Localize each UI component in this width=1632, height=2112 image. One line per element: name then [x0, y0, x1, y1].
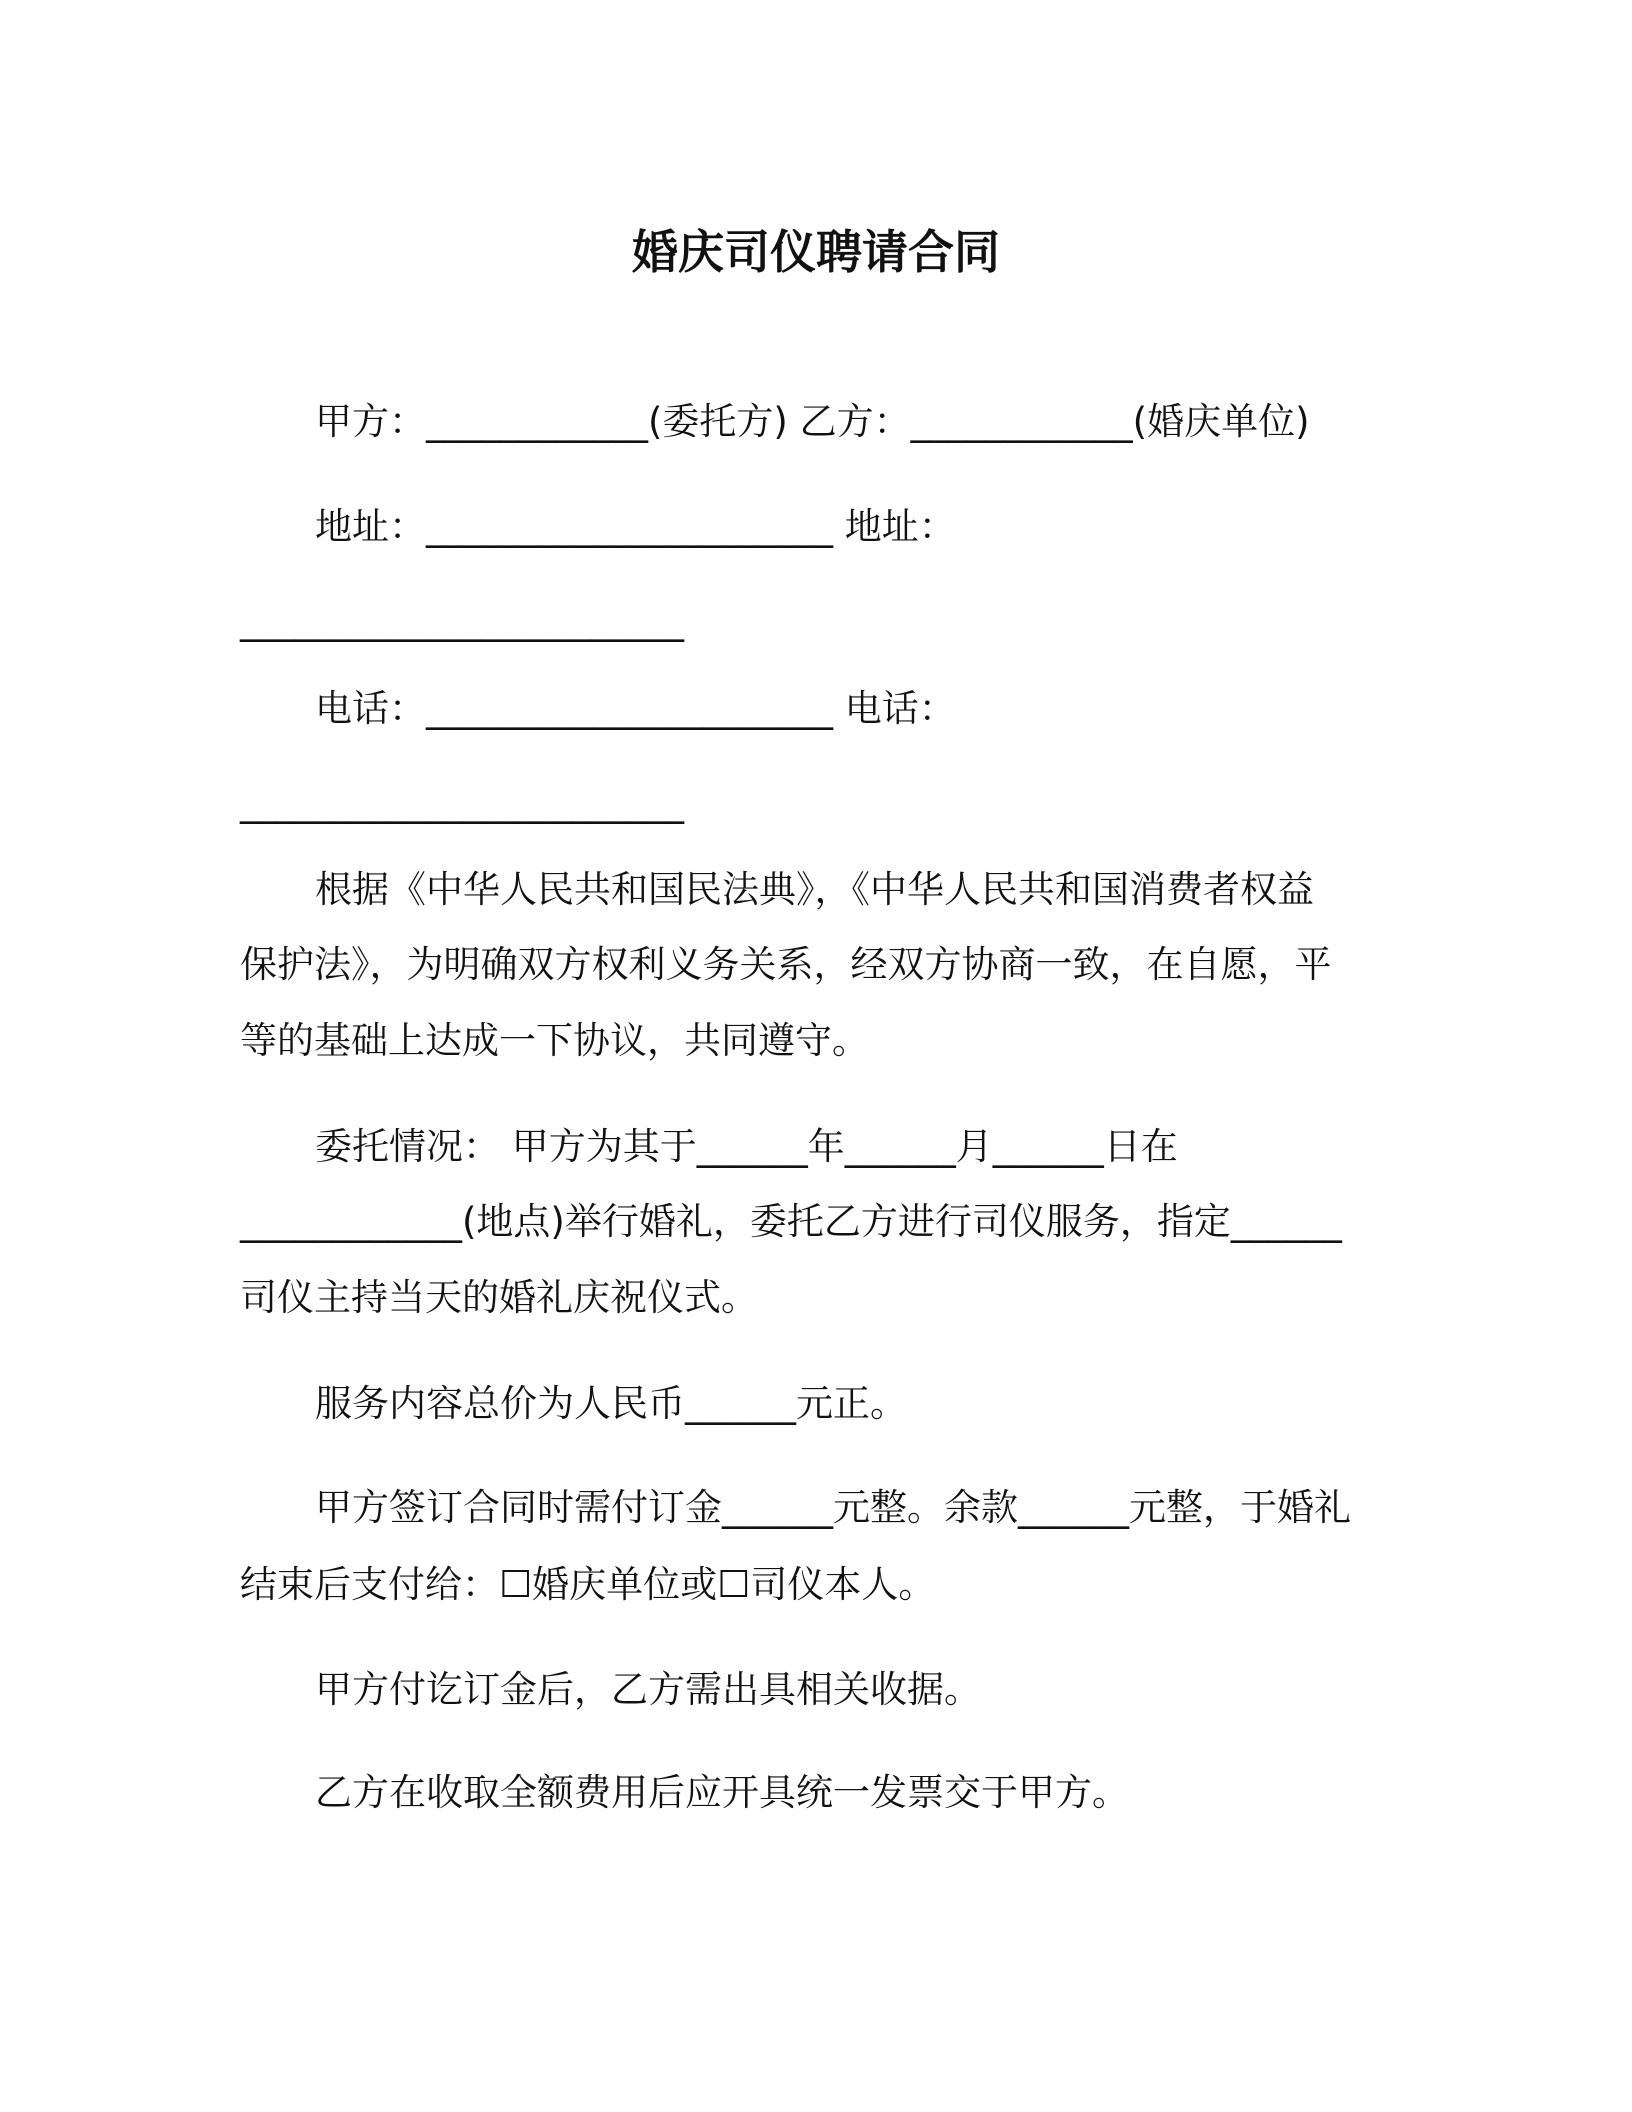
deposit-paragraph-line-1: 甲方签订合同时需付订金______元整。余款______元整，于婚礼 — [315, 1486, 1351, 1529]
commission-paragraph-line-3: 司仪主持当天的婚礼庆祝仪式。 — [240, 1276, 758, 1319]
basis-paragraph-line-3: 等的基础上达成一下协议，共同遵守。 — [240, 1019, 869, 1062]
commission-paragraph-line-1: 委托情况： 甲方为其于______年______月______日在 — [315, 1125, 1178, 1168]
phone-line-continued: ________________________ — [240, 781, 684, 824]
total-price-line: 服务内容总价为人民币______元正。 — [315, 1382, 907, 1425]
address-line: 地址：______________________ 地址： — [315, 505, 956, 548]
party-line: 甲方：____________(委托方) 乙方：____________(婚庆单位) — [315, 400, 1310, 443]
receipt-line: 甲方付讫订金后，乙方需出具相关收据。 — [315, 1668, 981, 1711]
basis-paragraph-line-2: 保护法》，为明确双方权利义务关系，经双方协商一致，在自愿，平 — [240, 943, 1332, 986]
deposit-paragraph-line-2: 结束后支付给：☐婚庆单位或☐司仪本人。 — [240, 1563, 936, 1606]
basis-paragraph-line-1: 根据《中华人民共和国民法典》，《中华人民共和国消费者权益 — [315, 868, 1314, 911]
invoice-line: 乙方在收取全额费用后应开具统一发票交于甲方。 — [315, 1771, 1129, 1814]
address-line-continued: ________________________ — [240, 599, 684, 642]
phone-line: 电话：______________________ 电话： — [315, 687, 956, 730]
page-title: 婚庆司仪聘请合同 — [632, 225, 1000, 279]
commission-paragraph-line-2: ____________(地点)举行婚礼，委托乙方进行司仪服务，指定______ — [240, 1200, 1342, 1243]
